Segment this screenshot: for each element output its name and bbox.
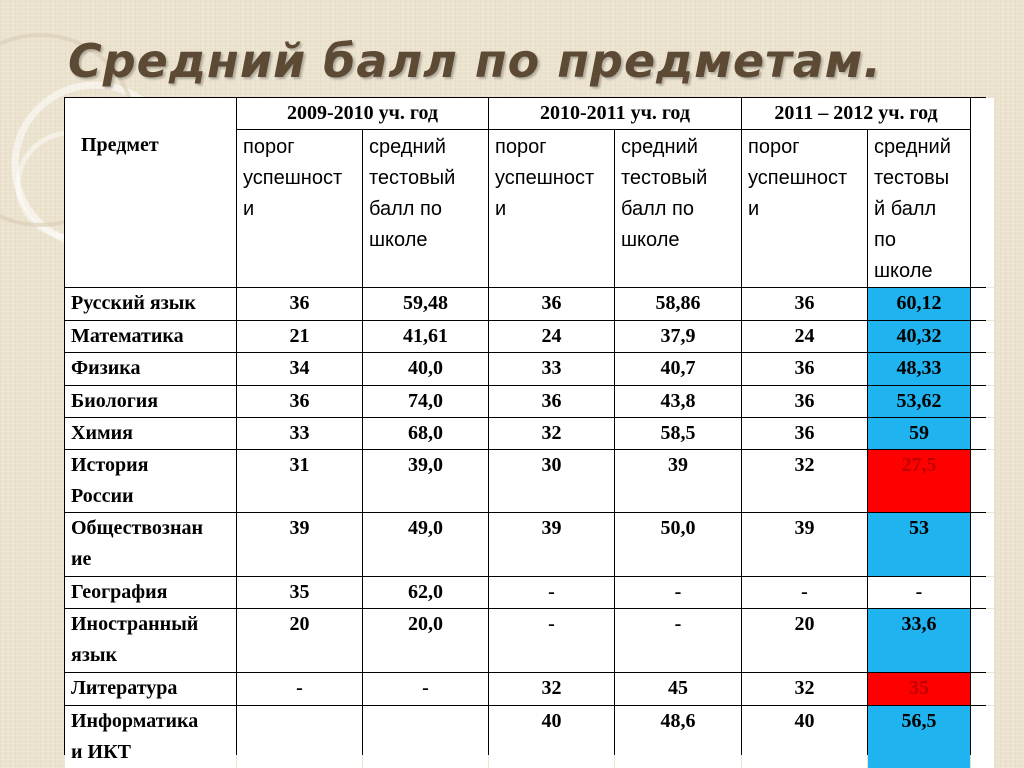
average-header: [615, 130, 741, 287]
value-cell: [237, 706, 362, 768]
value-cell: 31: [237, 450, 362, 512]
subject-cell: [65, 353, 236, 385]
value-cell: [363, 706, 488, 768]
subject-header: Предмет: [65, 98, 236, 287]
value-cell: -: [363, 673, 488, 705]
value-cell: 40,7: [615, 353, 741, 385]
average-header-line: тестовый: [621, 167, 708, 189]
value-cell: 33: [489, 353, 614, 385]
threshold-header: [742, 130, 867, 287]
value-cell: 36: [742, 353, 867, 385]
year-header: 2009-2010 уч. год: [237, 98, 488, 129]
subject-cell-line: Математика: [71, 325, 184, 347]
subject-cell-line: России: [71, 485, 134, 507]
average-header-line: балл по: [369, 198, 442, 220]
subject-cell: [65, 673, 236, 705]
average-header-line: балл по: [621, 198, 694, 220]
subject-cell: [65, 450, 236, 512]
subject-cell-line: Химия: [71, 422, 133, 444]
empty-cell: [971, 98, 994, 287]
year-header: 2010-2011 уч. год: [489, 98, 741, 129]
value-cell: 40,0: [363, 353, 488, 385]
average-header-line: тестовый: [369, 167, 456, 189]
value-cell: 35: [868, 673, 970, 705]
empty-cell: [971, 706, 994, 768]
empty-cell: [971, 353, 994, 385]
subject-cell: [65, 706, 236, 768]
subject-cell-line: Литература: [71, 677, 178, 699]
value-cell: 49,0: [363, 513, 488, 576]
value-cell: 24: [742, 321, 867, 352]
threshold-header-line: и: [495, 198, 507, 220]
value-cell: 56,5: [868, 706, 970, 768]
value-cell: -: [742, 577, 867, 608]
subject-cell-line: История: [71, 454, 149, 476]
value-cell: 59,48: [363, 288, 488, 320]
empty-cell: [971, 418, 994, 449]
value-cell: 30: [489, 450, 614, 512]
threshold-header-line: успешност: [495, 167, 595, 189]
subject-cell-line: География: [71, 581, 168, 603]
value-cell: 35: [237, 577, 362, 608]
subject-cell: [65, 513, 236, 576]
empty-cell: [971, 673, 994, 705]
subject-cell-line: Биология: [71, 390, 159, 412]
value-cell: 60,12: [868, 288, 970, 320]
value-cell: 39: [489, 513, 614, 576]
subject-cell-line: и ИКТ: [71, 741, 131, 763]
subject-cell: [65, 577, 236, 608]
average-header: [868, 130, 970, 287]
value-cell: 53: [868, 513, 970, 576]
average-header: [363, 130, 488, 287]
subject-cell: [65, 418, 236, 449]
threshold-header: [489, 130, 614, 287]
value-cell: 20: [237, 609, 362, 672]
value-cell: 59: [868, 418, 970, 449]
threshold-header-line: порог: [495, 136, 547, 158]
value-cell: 48,33: [868, 353, 970, 385]
value-cell: 32: [489, 673, 614, 705]
value-cell: 58,5: [615, 418, 741, 449]
value-cell: 20,0: [363, 609, 488, 672]
value-cell: -: [237, 673, 362, 705]
average-header-line: средний: [369, 136, 446, 158]
subject-cell-line: Информатика: [71, 710, 199, 732]
average-header-line: школе: [369, 229, 428, 251]
value-cell: 34: [237, 353, 362, 385]
subject-cell: [65, 386, 236, 417]
value-cell: 39: [615, 450, 741, 512]
threshold-header-line: успешност: [748, 167, 848, 189]
subject-cell-line: Обществознан: [71, 517, 204, 539]
value-cell: 50,0: [615, 513, 741, 576]
value-cell: 39,0: [363, 450, 488, 512]
value-cell: 27,5: [868, 450, 970, 512]
subject-cell-line: язык: [71, 644, 117, 666]
average-header-line: й балл: [874, 198, 937, 220]
value-cell: 33,6: [868, 609, 970, 672]
threshold-header-line: и: [748, 198, 760, 220]
value-cell: 36: [489, 288, 614, 320]
value-cell: 39: [742, 513, 867, 576]
value-cell: 36: [237, 288, 362, 320]
threshold-header-line: порог: [243, 136, 295, 158]
page-title: Средний балл по предметам.: [68, 34, 882, 88]
average-header-line: школе: [621, 229, 680, 251]
value-cell: 32: [489, 418, 614, 449]
year-header: 2011 – 2012 уч. год: [742, 98, 970, 129]
subject-cell-line: Физика: [71, 357, 141, 379]
empty-cell: [971, 386, 994, 417]
average-header-line: по: [874, 229, 896, 251]
threshold-header-line: и: [243, 198, 255, 220]
scores-table: [64, 97, 986, 763]
value-cell: 36: [489, 386, 614, 417]
average-header-line: средний: [874, 136, 951, 158]
value-cell: 32: [742, 450, 867, 512]
value-cell: -: [489, 577, 614, 608]
threshold-header-line: успешност: [243, 167, 343, 189]
value-cell: 58,86: [615, 288, 741, 320]
value-cell: 62,0: [363, 577, 488, 608]
empty-cell: [971, 321, 994, 352]
value-cell: 40,32: [868, 321, 970, 352]
value-cell: 68,0: [363, 418, 488, 449]
empty-cell: [971, 450, 994, 512]
subject-cell: [65, 321, 236, 352]
average-header-line: тестовы: [874, 167, 950, 189]
subject-cell-line: Русский язык: [71, 292, 196, 314]
value-cell: -: [615, 577, 741, 608]
value-cell: -: [868, 577, 970, 608]
empty-cell: [971, 288, 994, 320]
empty-cell: [971, 609, 994, 672]
threshold-header: [237, 130, 362, 287]
value-cell: 37,9: [615, 321, 741, 352]
value-cell: 21: [237, 321, 362, 352]
value-cell: 36: [742, 288, 867, 320]
value-cell: 36: [742, 418, 867, 449]
empty-cell: [971, 513, 994, 576]
subject-cell: [65, 288, 236, 320]
value-cell: -: [615, 609, 741, 672]
threshold-header-line: порог: [748, 136, 800, 158]
value-cell: 20: [742, 609, 867, 672]
value-cell: 48,6: [615, 706, 741, 768]
value-cell: 36: [237, 386, 362, 417]
value-cell: 43,8: [615, 386, 741, 417]
empty-cell: [971, 577, 994, 608]
value-cell: 24: [489, 321, 614, 352]
value-cell: 41,61: [363, 321, 488, 352]
value-cell: 36: [742, 386, 867, 417]
value-cell: 32: [742, 673, 867, 705]
subject-cell-line: Иностранный: [71, 613, 199, 635]
average-header-line: школе: [874, 260, 933, 282]
value-cell: 39: [237, 513, 362, 576]
value-cell: 40: [489, 706, 614, 768]
value-cell: 74,0: [363, 386, 488, 417]
value-cell: 45: [615, 673, 741, 705]
value-cell: 40: [742, 706, 867, 768]
subject-cell: [65, 609, 236, 672]
value-cell: 33: [237, 418, 362, 449]
average-header-line: средний: [621, 136, 698, 158]
value-cell: -: [489, 609, 614, 672]
value-cell: 53,62: [868, 386, 970, 417]
subject-cell-line: ие: [71, 548, 92, 570]
